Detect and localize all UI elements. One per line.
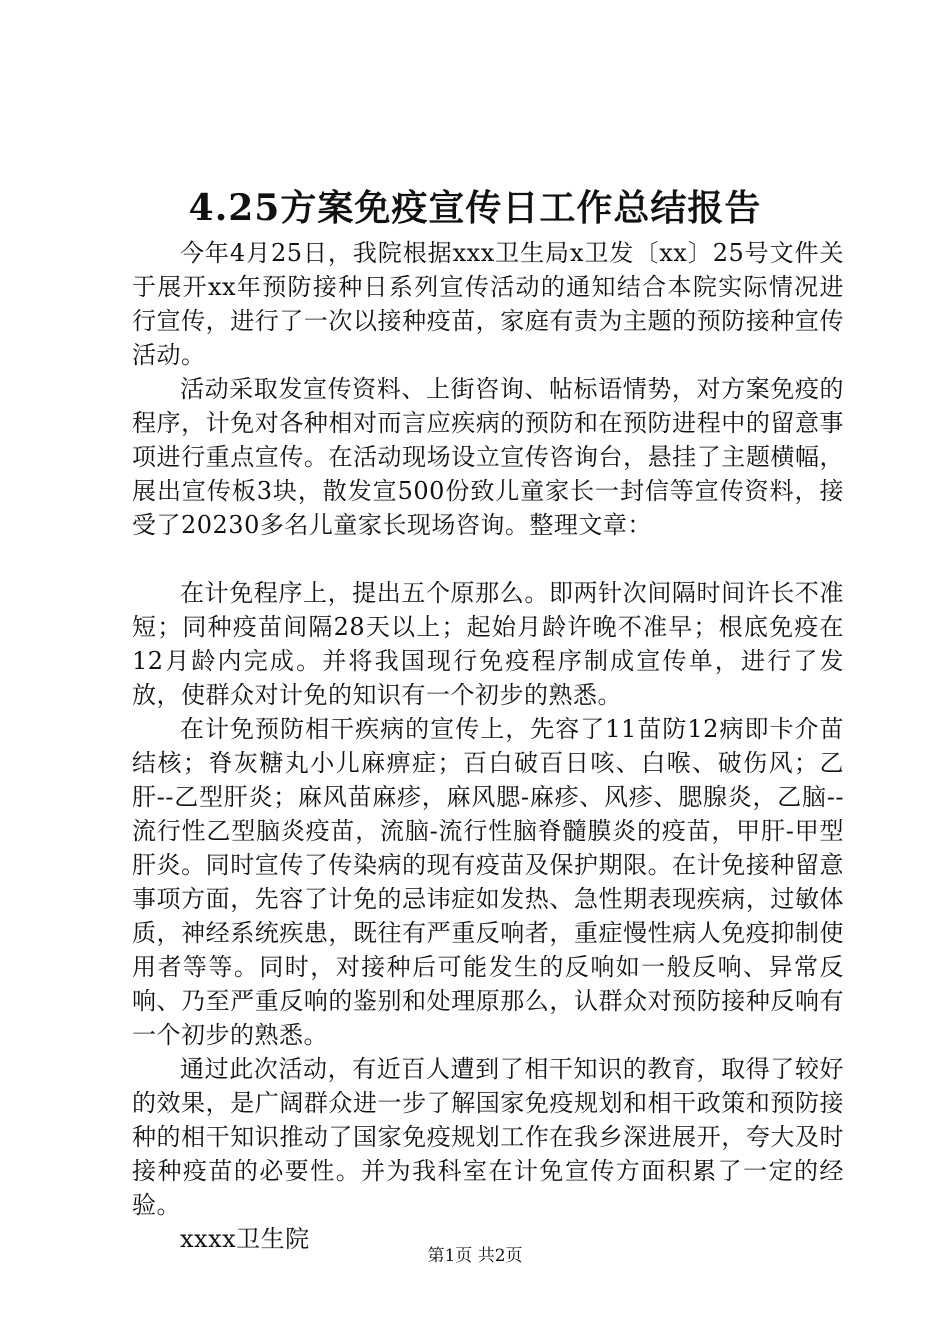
signature: xxxx卫生院	[180, 1225, 310, 1253]
document-title: 4.25方案免疫宣传日工作总结报告	[188, 187, 762, 229]
document-body	[132, 236, 844, 1256]
paragraph-spacer	[132, 542, 844, 576]
paragraph-diseases: 在计免预防相干疾病的宣传上，先容了11苗防12病即卡介苗结核；脊灰糖丸小儿麻痹症；百白破百日咳、白喉、破伤风；乙肝--乙型肝炎；麻风苗麻疹，麻风腮-麻疹、风疹、腮腺炎，乙脑--流行性乙型脑炎疫苗，流脑-流行性脑脊髓膜炎的疫苗，甲肝-甲型肝炎。同时宣传了传染病的现有疫苗及保护期限。在计免接种留意事项方面，先容了计免的忌讳症如发热、急性期表现疾病，过敏体质，神经系统疾患，既往有严重反响者，重症慢性病人免疫抑制使用者等等。同时，对接种后可能发生的反响如一般反响、异常反响、乃至严重反响的鉴别和处理原那么，认群众对预防接种反响有一个初步的熟悉。	[132, 715, 844, 1049]
paragraph-conclusion: 通过此次活动，有近百人遭到了相干知识的教育，取得了较好的效果，是广阔群众进一步了解国家免疫规划和相干政策和预防接种的相干知识推动了国家免疫规划工作在我乡深进展开，夸大及时接种疫苗的必要性。并为我科室在计免宣传方面积累了一定的经验。	[132, 1055, 844, 1219]
page-footer: 第1页 共2页	[427, 1246, 523, 1266]
paragraph-schedule: 在计免程序上，提出五个原那么。即两针次间隔时间许长不准短；同种疫苗间隔28天以上；起始月龄许晚不准早；根底免疫在12月龄内完成。并将我国现行免疫程序制成宣传单，进行了发放，使群众对计免的知识有一个初步的熟悉。	[132, 579, 844, 709]
paragraph-intro: 今年4月25日，我院根据xxx卫生局x卫发〔xx〕25号文件关于展开xx年预防接种日系列宣传活动的通知结合本院实际情况进行宣传，进行了一次以接种疫苗，家庭有责为主题的预防接种宣传活动。	[132, 239, 844, 369]
paragraph-activities: 活动采取发宣传资料、上街咨询、帖标语情势，对方案免疫的程序，计免对各种相对而言应疾病的预防和在预防进程中的留意事项进行重点宣传。在活动现场设立宣传咨询台，悬挂了主题横幅，展出宣传板3块，散发宣500份致儿童家长一封信等宣传资料，接受了20230多名儿童家长现场咨询。整理文章：	[132, 375, 844, 539]
